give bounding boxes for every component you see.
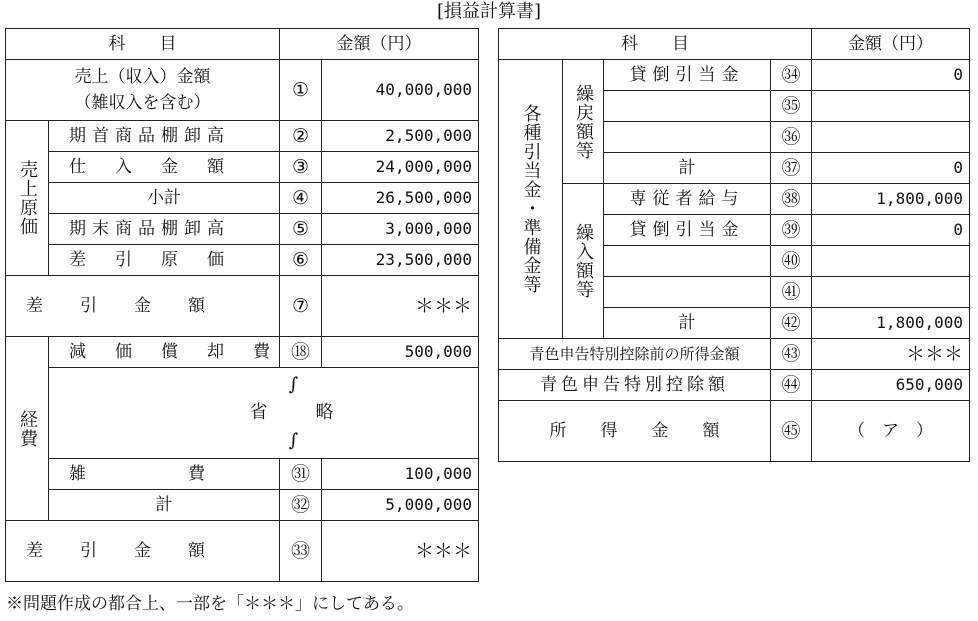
provision-group-label: 繰入額等 bbox=[563, 184, 604, 339]
reversal-label bbox=[604, 122, 771, 153]
provision-value bbox=[812, 277, 970, 308]
provision-value: 1,800,000 bbox=[812, 184, 970, 215]
reversal-value bbox=[812, 122, 970, 153]
reversal-num: ㊲ bbox=[771, 153, 812, 184]
right-table bbox=[498, 28, 970, 462]
cogs-label: 期末商品棚卸高 bbox=[49, 214, 280, 245]
sales-value: 40,000,000 bbox=[322, 60, 479, 121]
cogs-num: ② bbox=[280, 121, 322, 152]
provision-total-label: 計 bbox=[604, 308, 771, 339]
cogs-label: 仕 入 金 額 bbox=[49, 152, 280, 183]
sales-label: 売上（収入）金額 （雑収入を含む） bbox=[6, 60, 280, 121]
misc-value: 100,000 bbox=[322, 459, 479, 490]
left-table bbox=[5, 28, 479, 582]
cogs-value: 26,500,000 bbox=[322, 183, 479, 214]
cogs-num: ③ bbox=[280, 152, 322, 183]
statement-title: [損益計算書] bbox=[436, 1, 542, 22]
cogs-num: ⑤ bbox=[280, 214, 322, 245]
provision-label: 専従者給与 bbox=[604, 184, 771, 215]
depreciation-label: 減 価 償 却 費 bbox=[49, 337, 280, 368]
cogs-value: 3,000,000 bbox=[322, 214, 479, 245]
diff2-num: ㉝ bbox=[280, 521, 322, 582]
right-header-amount: 金額（円） bbox=[812, 29, 970, 60]
reversal-value bbox=[812, 91, 970, 122]
footnote: ※問題作成の都合上、一部を「＊＊＊」にしてある。 bbox=[6, 594, 414, 614]
provision-num: ㊴ bbox=[771, 215, 812, 246]
income-label: 所 得 金 額 bbox=[499, 401, 771, 462]
deduction-value: 650,000 bbox=[812, 370, 970, 401]
provision-label bbox=[604, 246, 771, 277]
cogs-value: 2,500,000 bbox=[322, 121, 479, 152]
expense-total-num: ㉜ bbox=[280, 490, 322, 521]
cogs-value: 23,500,000 bbox=[322, 245, 479, 276]
cogs-group-label: 売上原価 bbox=[6, 121, 49, 276]
depreciation-value: 500,000 bbox=[322, 337, 479, 368]
left-header-subject: 科 目 bbox=[6, 29, 280, 60]
expense-total-value: 5,000,000 bbox=[322, 490, 479, 521]
misc-label: 雑 費 bbox=[49, 459, 280, 490]
reversal-num: ㉞ bbox=[771, 60, 812, 91]
provision-num: ㊵ bbox=[771, 246, 812, 277]
reserves-group-label: 各種引当金・準備金等 bbox=[499, 60, 563, 339]
misc-num: ㉛ bbox=[280, 459, 322, 490]
deduction-label: 青色申告特別控除額 bbox=[499, 370, 771, 401]
income-num: ㊺ bbox=[771, 401, 812, 462]
cogs-label: 期首商品棚卸高 bbox=[49, 121, 280, 152]
provision-num: ㊶ bbox=[771, 277, 812, 308]
left-header-amount: 金額（円） bbox=[280, 29, 479, 60]
cogs-value: 24,000,000 bbox=[322, 152, 479, 183]
reversal-num: ㊱ bbox=[771, 122, 812, 153]
reversal-label bbox=[604, 91, 771, 122]
income-value: （ ア ） bbox=[812, 401, 970, 462]
diff2-label: 差 引 金 額 bbox=[6, 521, 280, 582]
diff1-value: ＊＊＊ bbox=[322, 276, 479, 337]
provision-value: 1,800,000 bbox=[812, 308, 970, 339]
reversal-label: 貸倒引当金 bbox=[604, 60, 771, 91]
diff2-value: ＊＊＊ bbox=[322, 521, 479, 582]
provision-label: 貸倒引当金 bbox=[604, 215, 771, 246]
reversal-value: 0 bbox=[812, 153, 970, 184]
cogs-label: 差 引 原 価 bbox=[49, 245, 280, 276]
provision-value: 0 bbox=[812, 215, 970, 246]
deduction-num: ㊹ bbox=[771, 370, 812, 401]
right-header-subject: 科 目 bbox=[499, 29, 812, 60]
diff1-label: 差 引 金 額 bbox=[6, 276, 280, 337]
depreciation-num: ⑱ bbox=[280, 337, 322, 368]
cogs-num: ④ bbox=[280, 183, 322, 214]
omitted-block: ∫ 省 略 ∫ bbox=[49, 368, 479, 459]
provision-value bbox=[812, 246, 970, 277]
cogs-subtotal-label: 小計 bbox=[49, 183, 280, 214]
provision-num: ㊷ bbox=[771, 308, 812, 339]
reversal-group-label: 繰戻額等 bbox=[563, 60, 604, 184]
cogs-num: ⑥ bbox=[280, 245, 322, 276]
diff1-num: ⑦ bbox=[280, 276, 322, 337]
expense-total-label: 計 bbox=[49, 490, 280, 521]
reversal-value: 0 bbox=[812, 60, 970, 91]
provision-label bbox=[604, 277, 771, 308]
provision-num: ㊳ bbox=[771, 184, 812, 215]
pre-deduction-value: ＊＊＊ bbox=[812, 339, 970, 370]
pre-deduction-label: 青色申告特別控除前の所得金額 bbox=[499, 339, 771, 370]
reversal-total-label: 計 bbox=[604, 153, 771, 184]
sales-num: ① bbox=[280, 60, 322, 121]
reversal-num: ㉟ bbox=[771, 91, 812, 122]
expense-group-label: 経費 bbox=[6, 337, 49, 521]
pre-deduction-num: ㊸ bbox=[771, 339, 812, 370]
